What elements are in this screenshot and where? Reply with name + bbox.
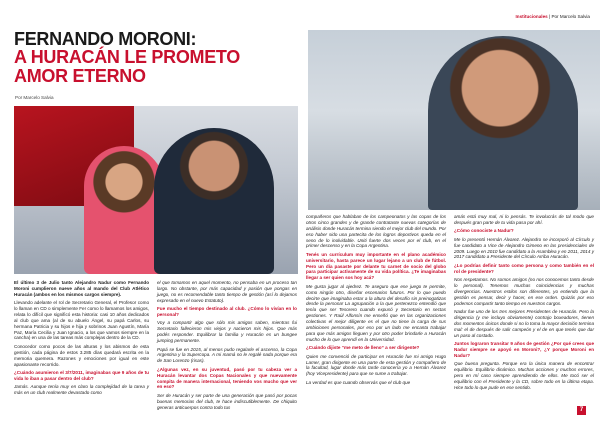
text-column-3 [306,214,446,388]
paragraph: El último 3 de Julio tanto Alejandro Nadur como Fernando Moroni cumplieron nueve años al mando del Club Atlético Huracán (ambos en los mismos cargos siempre). [14,280,149,297]
interview-question: ¿Lo podrías definir tanto como persona y como también en el rol de presidente? [454,262,594,274]
text-column-2 [157,280,297,413]
interview-question: ¿Cómo conociste a Nadur? [454,228,514,234]
paragraph: compañeros que hablaban de los campeonatos y las copas de los otros cinco grandes y de grande contrataste nuevas categorías de análisis donde Huracán termina siendo el mejor club del mundo. Por eso haber sido una partecita de los logros deportivos queda en el seno de lo inolvidable. Uniti fuerte dos veces por el club, en el primer descenso y en la Copa Argentina. [306,214,446,249]
page-number: 7 [577,406,586,415]
paragraph: Ser de Huracán y ser parte de una generación que pasó por pocas buenas memorias del club, te hace indiscutiblemente. De chiquito generas anticuerpos contra todo tus [157,392,297,410]
section-label: Institucionales [515,14,548,19]
header-separator: | [547,14,552,19]
paragraph: Me gusta jugar al ajedrez. Te aseguro que ese juego te permite, como ningún otro, diseñar escenarios futuros. Por lo que puedo decirte que imaginaba estar a la altura del desafío sin preinogatizas desde la persona! La agrupación a la que pertenezco entendió que tenía que ser Tesorero cuando expusó y Secretario en sectas gestiones. Y Raúl Alfonsín me enseñó que en las organizaciones colectivas el mejor diligente es el que no tiene la carga de sus ambiciones personales, por eso por un lado me encanta trabajar para que más amigos lleguen y por otro poder brindarle a Huracán mucho de lo que aprendí en la Universidad. [306,283,446,342]
byline: Por Marcelo Salvia [15,95,54,100]
header-author: Por Marcelo Salvia [551,14,590,19]
paragraph: Me lo presentó Hernán Álvarez. Alejandro se incorporó al Círculo y fue candidato a Vice de Alejandro Gimeno en las presidenciales de 2009. Luego en 2010 fue candidato a la Asamblea y en 2011, 2014 y 2017 candidato a Presidente del Círculo Arriba Huracán. [454,236,594,260]
interview-question: ¿Cuándo dijiste “me meto de lleno” a ser dirigente? [306,345,420,351]
photo-figure-portrait [428,36,578,210]
paragraph: el que tomamos en aquel momento, no pensaba en un proceso tan largo. No obstante, por más capacidad y pasión que pongas en juego, no es recomendable tanto tiempo de gestión (así lo dejamos expresado en el nuevo Estatuto). [157,280,297,303]
paragraph: La verdad es que cuando observás que el club que [306,379,411,385]
paragraph: Llevando adelante el rol de Secretario General, el Profesor como lo llaman en CD o simplemente Fer como lo llamamos los amigos, relata lo difícil que significó esta historia: casi 10 años dedicados al club que ama (al de su abuelo Ángel, su papá Carlos, su hermana Patricia y su hijos e hija y sobrinos Juan Agustín, María Paz, María Cecilia y Juan Ignacio, a los que vamos siempre en la cancha) en una de las tareas más complejas dentro de la CD. [14,300,149,341]
interview-question: ¿Cuándo asumieron el 3/7/2011, imaginabas que 9 años de tu vida lo iban a pasar dentro del club? [14,370,149,381]
text-column-4 [454,214,594,393]
paragraph: Quien me convenció de participar en Huracán fue mi amigo Hugo Lamer, gran dirigente en una parte de esta gestión y compañero de la facultad, lugar donde más tarde conocería yo a Hernán Álvarez (hoy Vicepresidente) para que se sume a trabajar. [306,353,446,377]
paragraph: Papá se fue en 2015, al menos pudo regalarle el ascenso, la Copa Argentina y la Supercopa. A mi mamá no le regalé nada porque era de San Lorenzo (risas). [157,346,297,364]
photo-moroni-portrait [308,30,600,210]
title-line-3: AMOR ETERNO [14,65,146,86]
text-column-1 [14,280,149,399]
paragraph: amás está muy mal, ni lo pensás. Te involucrás de tal modo que después gran parte de tu vida pasa por ahí. [454,214,594,225]
section-header [516,14,590,19]
paragraph: Jamás. Aunque tenía muy en claro la complejidad de la tarea y más en un club realmente devastado como [14,384,149,396]
interview-question: Tenés un currículum muy importante en el plano académico universitario, hasta parece un lugar lejano a un club de fútbol. Pero un día pasaste por delante tu carnet de socio del globo para participar activamente de su vida política. ¿Te imaginabas llegar a ser quien sos hoy acá? [306,251,446,281]
interview-question: ¿Algunas vez, en su juventud, pasó por tu cabeza ver a Huracán levantar dos Copas Nacionales y que nuevamente compita de manera internacional, teniendo vos mucho que ver en eso? [157,366,297,390]
paragraph: Voy a compartir algo que sólo mis amigos saben, mientras fui Secretario fallecieron mis viejos y nacieron mis hijos. Que más podés responder. Equilibrar la familia y Huracán es un bungee jumping permanente. [157,320,297,344]
title-line-1: FERNANDO MORONI: [14,29,197,49]
paragraph: Que buena pregunta. Porque era la única manera de encontrar equilibrio. Equilibrio dinámico. Muchas acciones y muchos errores, pero en mí caso siempre aprendiendo de ellos. Me tocó ser el equilibrio con el Presidente y la CD, sobre todo en la última etapa. Hice todo lo que pude en ese sentido. [454,361,594,390]
interview-question: Fue mucho el tiempo destinado al club. ¿Cómo lo vivían en lo personal? [157,306,297,317]
paragraph: Nadur fue uno de los tres mejores Presidentes de Huracán. Pero la dirigencia (y me incluyo obviamente) contrajo boxeadores, tienen dos momentos únicos donde si no lo toma la mayor decisión termina mal: el de después de salir campeón y el de en que tenés que dar un paso al costado. [454,309,594,338]
paragraph: Nos respetamos. No somos amigos (no nos conocemos tanto desde lo personal). Tenemos muchas coincidencias y muchas divergencias. Nuestros estilos son diferentes, yo entiendo que la gestión es pensar, decir y hacer, en ese orden. Quizás por eso podemos compartir tanto tiempo en nuestros cargos. [454,277,594,306]
photo-figure-girl [84,146,164,274]
photo-moroni-with-daughter [14,106,298,274]
photo-figure-man [154,128,274,274]
title-line-2: A HURACÁN LE PROMETO [14,47,241,68]
paragraph: Conocedor como pocos de las alturas y los abismos de esta gestión, cada página de estos 3.285 días quedará escrita en la memoria quemera. Razones y emociones por igual en este apasionante recorrido. [14,343,149,367]
article-title [14,30,264,85]
interview-question: Juntos lograron transitar 9 años de gestión ¿Por qué crees que Nadur siempre se apoyó en Moroni?, ¿Y porque Moroni en Nadur? [454,341,594,358]
